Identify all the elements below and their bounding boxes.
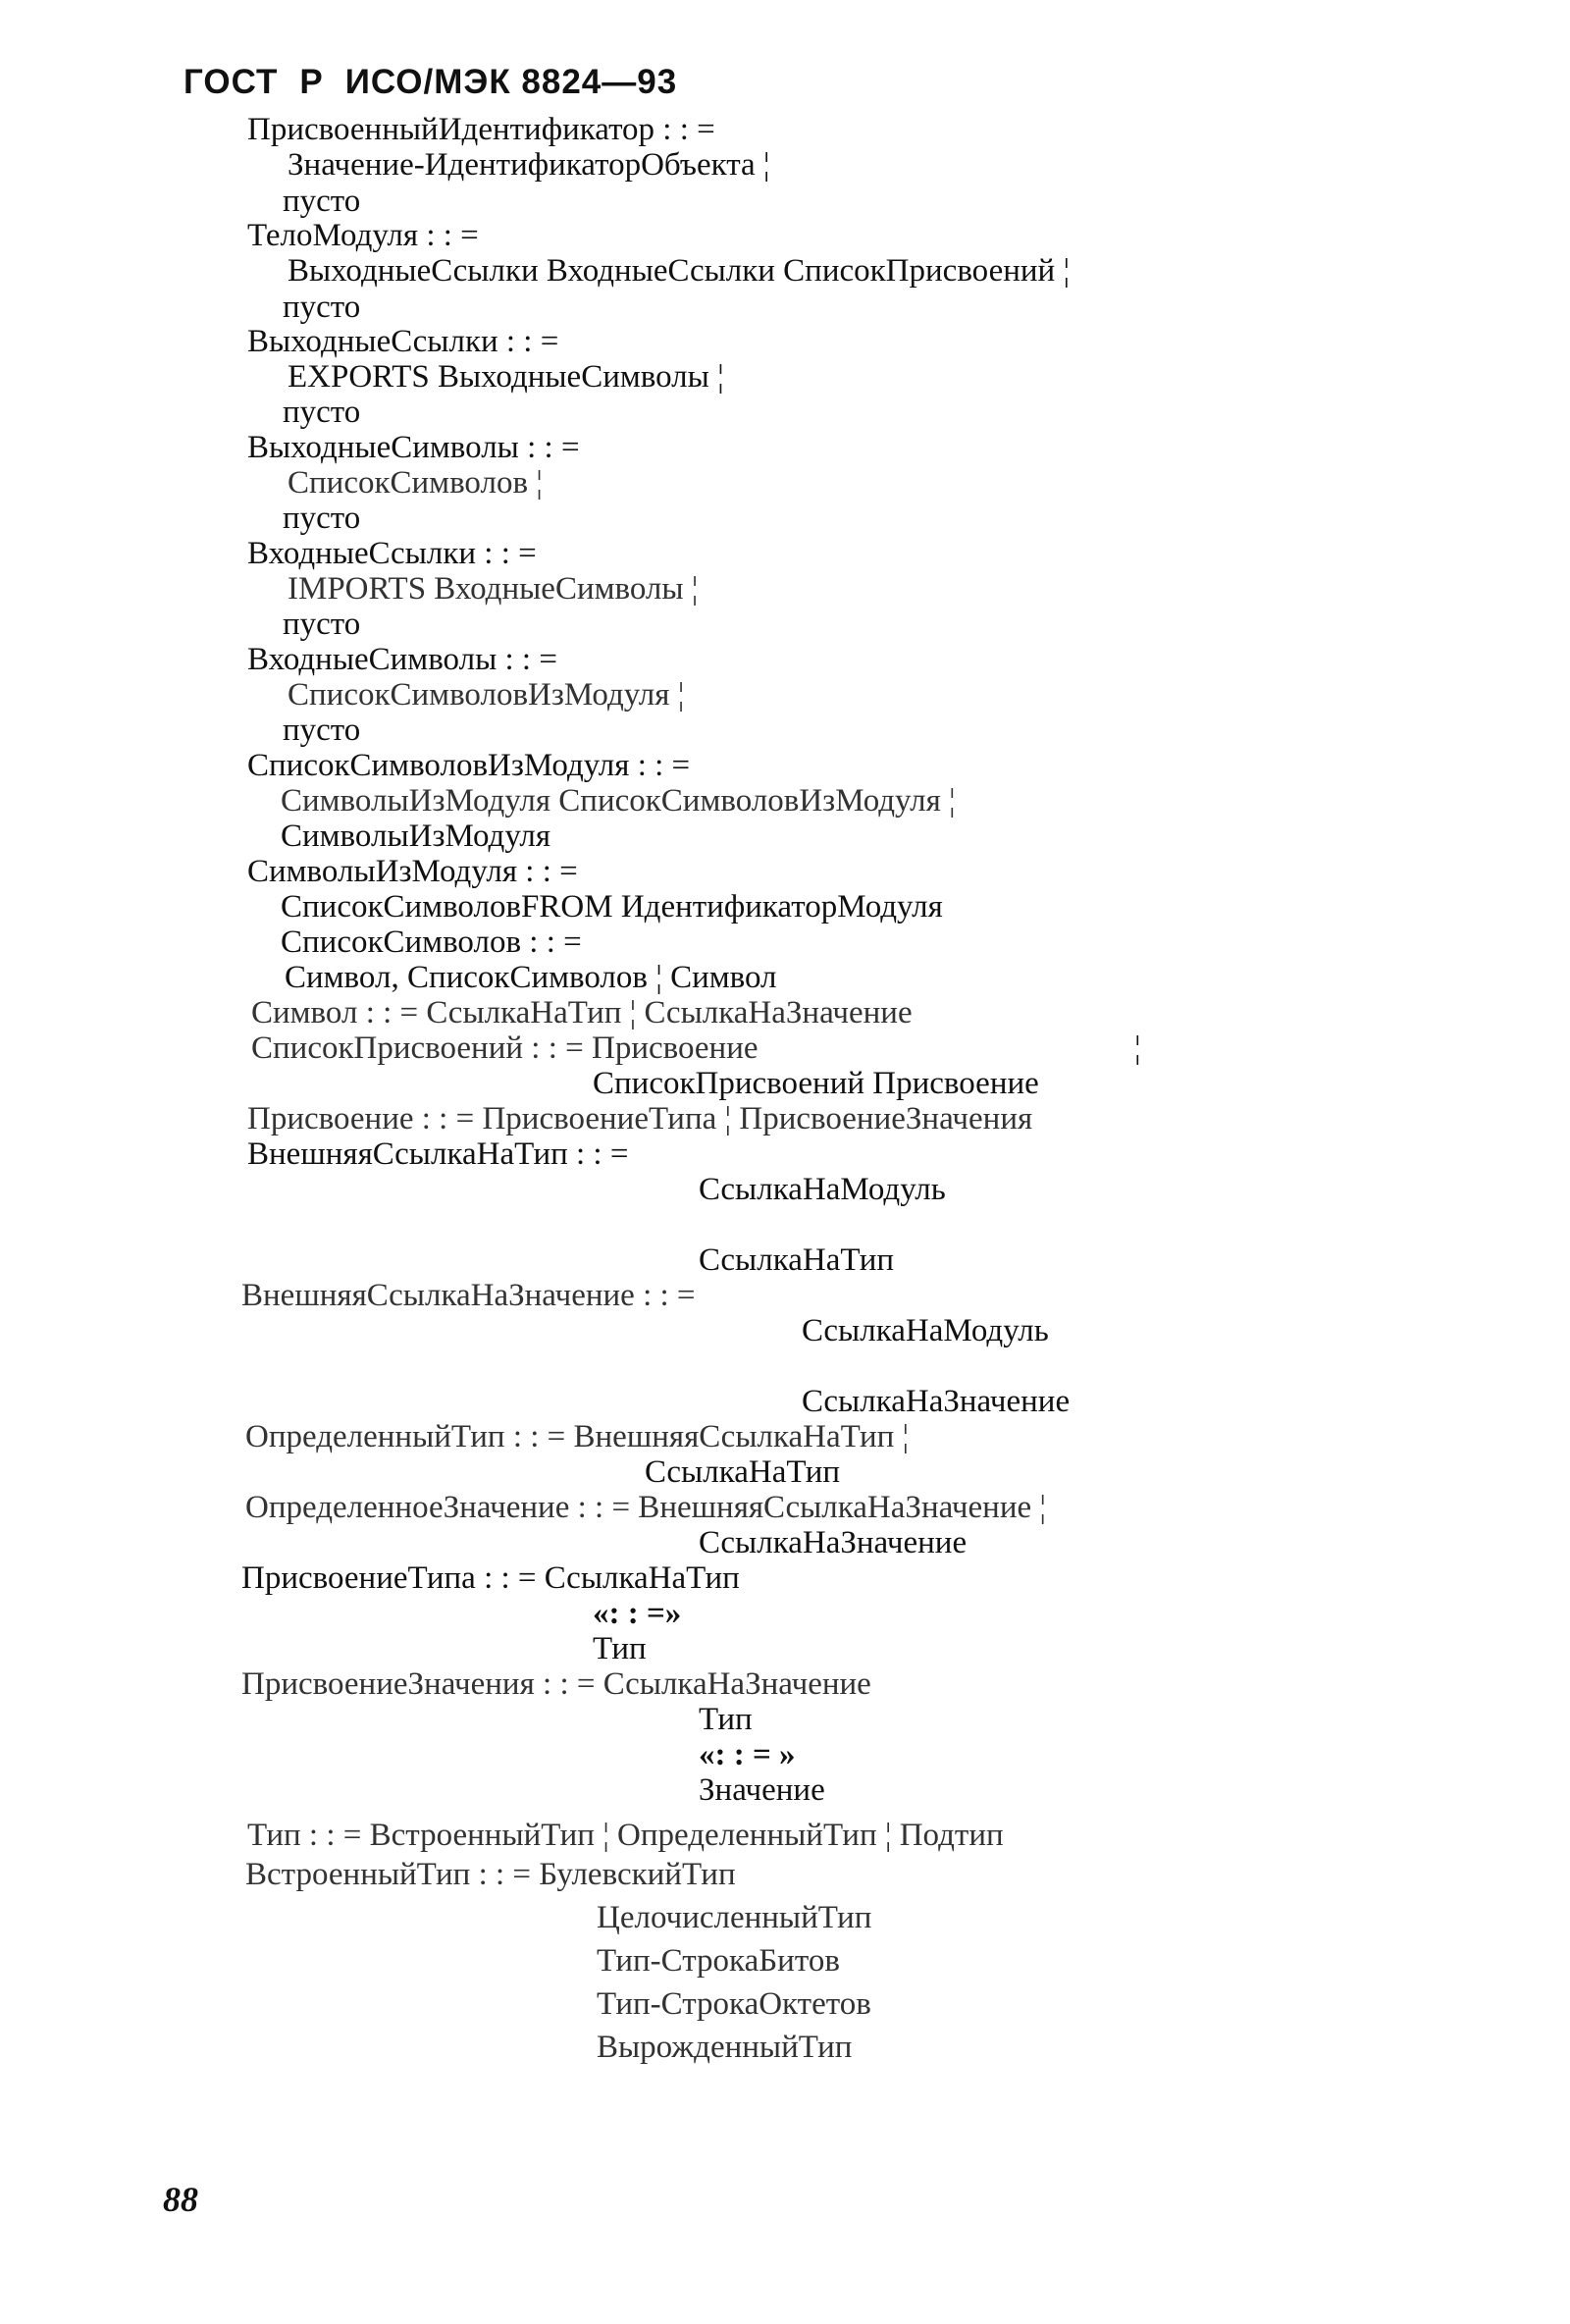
text-line: ПрисвоенныйИдентификатор : : = xyxy=(247,112,715,147)
text-line: ВнешняяСсылкаНаЗначение : : = xyxy=(241,1278,696,1313)
text-line: СимволыИзМодуля xyxy=(281,819,551,854)
text-line: Тип-СтрокаОктетов xyxy=(597,1986,871,2022)
text-line: СсылкаНаТип xyxy=(699,1242,895,1278)
page-header xyxy=(183,63,699,102)
text-line: Тип xyxy=(699,1702,753,1737)
text-line: пусто xyxy=(283,713,361,748)
text-line: Символ, СписокСимволов ¦ Символ xyxy=(285,960,777,995)
text-line: ВстроенныйТип : : = БулевскийТип xyxy=(245,1857,736,1892)
text-line: пусто xyxy=(283,395,361,430)
header-standard-number: ИСО/МЭК 8824—93 xyxy=(344,63,678,101)
page-number: 88 xyxy=(163,2180,198,2219)
text-line: ВыходныеСсылки ВходныеСсылки СписокПрисвоений ¦ xyxy=(288,253,1071,289)
text-line: пусто xyxy=(283,290,361,325)
text-line: СсылкаНаЗначение xyxy=(699,1525,968,1560)
text-line: Тип xyxy=(593,1631,647,1666)
text-line: ВнешняяСсылкаНаТип : : = xyxy=(247,1136,629,1172)
text-line: СсылкаНаМодуль xyxy=(802,1313,1049,1348)
text-line: СсылкаНаЗначение xyxy=(802,1384,1071,1419)
text-line: EXPORTS ВыходныеСимволы ¦ xyxy=(288,359,724,395)
text-line: СписокПрисвоений : : = Присвоение xyxy=(251,1030,759,1066)
text-line: «: : =» xyxy=(593,1596,682,1631)
text-line: ПрисвоениеЗначения : : = СсылкаНаЗначение xyxy=(241,1666,871,1702)
text-line: СписокСимволовИзМодуля : : = xyxy=(247,748,691,783)
text-line: СимволыИзМодуля : : = xyxy=(247,854,578,889)
text-line: Символ : : = СсылкаНаТип ¦ СсылкаНаЗначение xyxy=(251,995,913,1030)
text-line: Присвоение : : = ПрисвоениеТипа ¦ ПрисвоениеЗначения xyxy=(247,1101,1033,1136)
text-line: ВходныеСимволы : : = xyxy=(247,642,557,677)
text-line: СписокСимволов ¦ xyxy=(288,465,543,501)
text-line: СсылкаНаМодуль xyxy=(699,1172,946,1207)
text-line: СписокСимволовFROM ИдентификаторМодуля xyxy=(281,889,943,924)
header-r: Р xyxy=(299,63,324,101)
header-gost: ГОСТ xyxy=(183,63,279,101)
text-line: ТелоМодуля : : = xyxy=(247,218,479,253)
text-line: Тип-СтрокаБитов xyxy=(597,1943,840,1979)
text-line: Значение-ИдентификаторОбъекта ¦ xyxy=(288,147,770,183)
text-line: IMPORTS ВходныеСимволы ¦ xyxy=(288,571,699,607)
text-line: СписокСимволовИзМодуля ¦ xyxy=(288,677,685,713)
text-line: ПрисвоениеТипа : : = СсылкаНаТип xyxy=(241,1560,740,1596)
text-line: ВыходныеСимволы : : = xyxy=(247,430,580,465)
text-line: пусто xyxy=(283,184,361,219)
text-line: СимволыИзМодуля СписокСимволовИзМодуля ¦ xyxy=(281,783,956,819)
text-line: пусто xyxy=(283,501,361,536)
text-line: Значение xyxy=(699,1772,825,1808)
text-line: ВырожденныйТип xyxy=(597,2030,853,2065)
text-line: СписокПрисвоений Присвоение xyxy=(593,1066,1039,1101)
text-line: Тип : : = ВстроенныйТип ¦ ОпределенныйТип ¦ Подтип xyxy=(247,1818,1004,1853)
text-line: ОпределенныйТип : : = ВнешняяСсылкаНаТип ¦ xyxy=(245,1419,910,1454)
text-line: ВходныеСсылки : : = xyxy=(247,536,537,571)
text-line: «: : = » xyxy=(699,1737,796,1772)
text-line: ЦелочисленныйТип xyxy=(597,1900,872,1935)
text-line: ВыходныеСсылки : : = xyxy=(247,324,559,359)
text-line: ОпределенноеЗначение : : = ВнешняяСсылкаНаЗначение ¦ xyxy=(245,1490,1046,1525)
text-line: СписокСимволов : : = xyxy=(281,924,582,960)
text-line: СсылкаНаТип xyxy=(645,1454,841,1490)
text-line: пусто xyxy=(283,607,361,642)
text-line: ¦ xyxy=(1134,1030,1141,1066)
